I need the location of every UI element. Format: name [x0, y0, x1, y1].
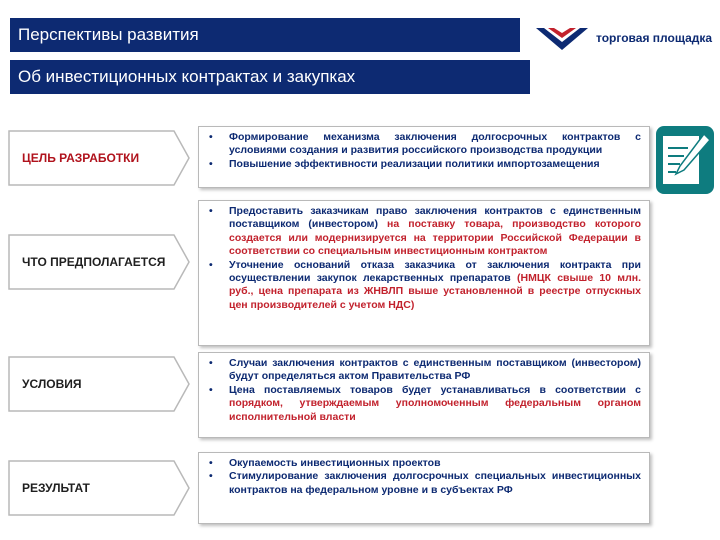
- row-label-conditions: [8, 356, 190, 412]
- list-item: • Предоставить заказчикам право заключения контрактов с единственным поставщиком (инвестором) на поставку товара, производство которого создается или модернизируется на территории Российской Федерации в соответствии со специальным инвестиционным контрактом: [205, 205, 641, 259]
- plan-box: [198, 200, 650, 346]
- page-subtitle: Об инвестиционных контрактах и закупках: [10, 60, 530, 94]
- row-label-text: УСЛОВИЯ: [22, 377, 82, 391]
- conditions-box: [198, 352, 650, 438]
- row-label-result: [8, 460, 190, 516]
- row-label-text: РЕЗУЛЬТАТ: [22, 481, 90, 495]
- list-item: • Стимулирование заключения долгосрочных специальных инвестиционных контрактов на федеральном уровне и в субъектах РФ: [205, 470, 641, 497]
- goal-box: [198, 126, 650, 188]
- page-title: Перспективы развития: [10, 18, 520, 52]
- pencil-document-icon: [654, 124, 716, 196]
- list-item: • Повышение эффективности реализации политики импортозамещения: [205, 158, 641, 171]
- row-label-plan: [8, 234, 190, 290]
- row-label-text: ЧТО ПРЕДПОЛАГАЕТСЯ: [22, 255, 166, 269]
- row-label-text: ЦЕЛЬ РАЗРАБОТКИ: [22, 151, 140, 165]
- list-item: • Формирование механизма заключения долгосрочных контрактов с условиями создания и развития российского производства продукции: [205, 131, 641, 158]
- header: [0, 0, 720, 92]
- logo-icon: [534, 22, 590, 54]
- row-label-goal: [8, 130, 190, 186]
- list-item: • Уточнение оснований отказа заказчика от заключения контракта при осуществлении закупок лекарственных препаратов (НМЦК свыше 10 млн. руб., цена препарата из ЖНВЛП выше установленной в реестре отпускных цен производителей с учетом НДС): [205, 259, 641, 313]
- result-box: [198, 452, 650, 524]
- list-item: • Цена поставляемых товаров будет устанавливаться в соответствии с порядком, утверждаемым уполномоченным федеральным органом исполнительной власти: [205, 384, 641, 424]
- logo: [534, 20, 714, 56]
- list-item: • Случаи заключения контрактов с единственным поставщиком (инвестором) будут определяться актом Правительства РФ: [205, 357, 641, 384]
- logo-text: торговая площадка: [596, 31, 713, 45]
- list-item: • Окупаемость инвестиционных проектов: [205, 457, 641, 470]
